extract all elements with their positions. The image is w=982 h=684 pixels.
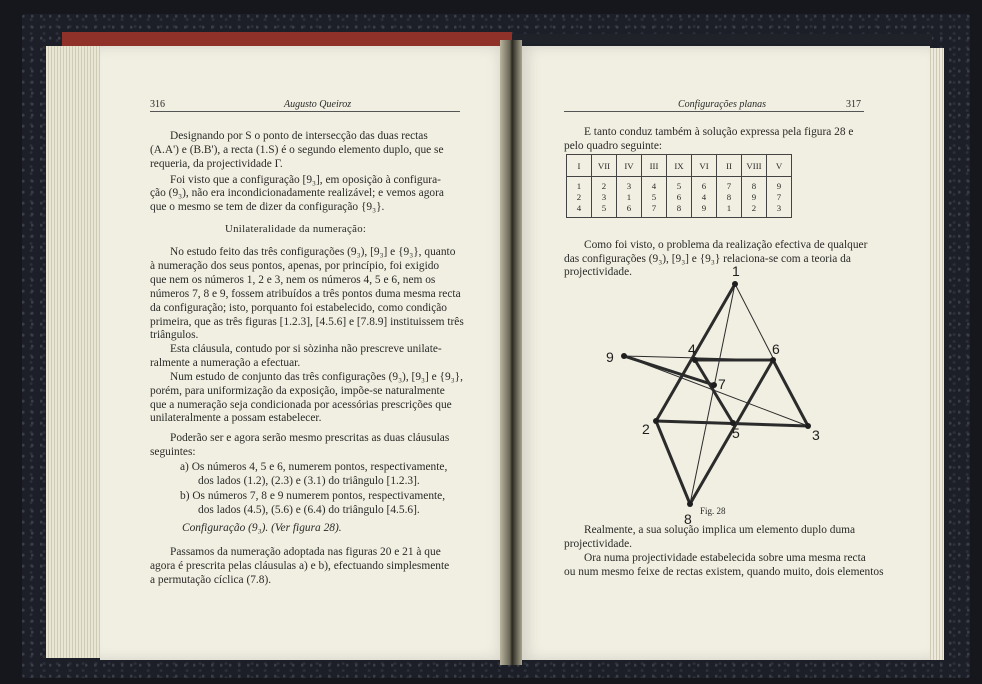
point-6 bbox=[770, 357, 776, 363]
table-header: VIII bbox=[742, 155, 767, 177]
text-line: da configuração; isto, porquanto foi estabelecido, como condição bbox=[150, 302, 448, 314]
text-line: Num estudo de conjunto das três configurações (9₃), [9₃] e {9₃}, bbox=[170, 371, 463, 383]
table-header: I bbox=[567, 155, 592, 177]
text-line: Passamos da numeração adoptada nas figuras 20 e 21 à que bbox=[170, 546, 441, 558]
text-line: No estudo feito das três configurações (9₃), [9₃] e {9₃}, quanto bbox=[170, 246, 456, 258]
page-edge-dark bbox=[512, 34, 932, 44]
text-line: E tanto conduz também à solução expressa pela figura 28 e bbox=[584, 126, 854, 138]
clause-b: b) Os números 7, 8 e 9 numerem pontos, respectivamente, bbox=[180, 490, 446, 502]
point-label: 7 bbox=[718, 376, 726, 392]
text-line: Poderão ser e agora serão mesmo prescritas as duas cláusulas bbox=[170, 432, 450, 444]
numbering-table bbox=[566, 154, 792, 218]
table-cell: 4 5 7 bbox=[642, 177, 667, 218]
text-line: ção (9₃), não era incondicionadamente realizável; e vemos agora bbox=[150, 187, 444, 199]
right-page bbox=[518, 46, 930, 660]
text-line: projectividade. bbox=[564, 266, 632, 278]
text-line: Realmente, a sua solução implica um elemento duplo duma bbox=[584, 524, 856, 536]
clause-a: a) Os números 4, 5 e 6, numerem pontos, respectivamente, bbox=[180, 461, 448, 473]
left-page bbox=[100, 46, 510, 660]
text-line: Foi visto que a configuração [9₃], em oposição à configura- bbox=[170, 174, 441, 186]
page-number: 317 bbox=[846, 99, 861, 110]
point-4 bbox=[692, 357, 698, 363]
page-stack-left bbox=[46, 46, 102, 658]
point-7 bbox=[711, 382, 717, 388]
text-line: requeria, da projectividade Γ. bbox=[150, 158, 283, 170]
point-label: 6 bbox=[772, 341, 780, 357]
text-line: agora é prescrita pelas cláusulas a) e b), efectuando simplesmente bbox=[150, 560, 450, 572]
table-cell: 8 9 2 bbox=[742, 177, 767, 218]
table-header: VI bbox=[692, 155, 717, 177]
text-line: Designando por S o ponto de intersecção das duas rectas bbox=[170, 130, 428, 142]
table-header: IX bbox=[667, 155, 692, 177]
table-header-row bbox=[567, 155, 792, 177]
running-head: Configurações planas bbox=[678, 99, 767, 110]
table-header: III bbox=[642, 155, 667, 177]
point-3 bbox=[805, 423, 811, 429]
table-cell: 1 2 4 bbox=[567, 177, 592, 218]
text-line: primeira, que as três figuras [1.2.3], [4.5.6] e [7.8.9] instituissem três bbox=[150, 316, 464, 328]
table-cell: 6 4 9 bbox=[692, 177, 717, 218]
text-line: que o mesmo se tem de dizer da configuração {9₃}. bbox=[150, 201, 385, 213]
text-line: Ora numa projectividade estabelecida sobre uma mesma recta bbox=[584, 552, 866, 564]
point-label: 9 bbox=[606, 349, 614, 365]
text-line: Esta cláusula, contudo por si sòzinha não prescreve unilate- bbox=[170, 343, 442, 355]
table-header: VII bbox=[592, 155, 617, 177]
point-label: 2 bbox=[642, 421, 650, 437]
table-cell: 9 7 3 bbox=[767, 177, 792, 218]
table-cell: 5 6 8 bbox=[667, 177, 692, 218]
page-stack-right bbox=[928, 48, 944, 660]
page-number: 316 bbox=[150, 99, 165, 110]
table-cell: 7 8 1 bbox=[717, 177, 742, 218]
text-line: ralmente a numeração a efectuar. bbox=[150, 357, 301, 369]
text-line: que nem os números 1, 2 e 3, nem os números 4, 5 e 6, nem os bbox=[150, 274, 436, 286]
table-body-row bbox=[567, 177, 792, 218]
figure-caption: Fig. 28 bbox=[700, 506, 726, 516]
book-gutter bbox=[500, 40, 522, 665]
table-header: II bbox=[717, 155, 742, 177]
text-line: à numeração dos seus pontos, apenas, por princípio, foi exigido bbox=[150, 260, 440, 272]
text-line: ou num mesmo feixe de rectas existem, quando muito, dois elementos bbox=[564, 566, 884, 578]
point-2 bbox=[653, 418, 659, 424]
page-edge-red bbox=[62, 32, 512, 46]
text-line: (A.A') e (B.B'), a recta (1.S) é o segundo elemento duplo, que se bbox=[150, 144, 444, 156]
text-line: que a numeração seja condicionada por acessórias prescrições que bbox=[150, 399, 452, 411]
text-line: números 7, 8 e 9, fossem atribuídos a três pontos duma mesma recta bbox=[150, 288, 461, 300]
text-line: triângulos. bbox=[150, 329, 199, 341]
text-line: das configurações (9₃), [9₃] e {9₃} relaciona-se com a teoria da bbox=[564, 253, 851, 265]
table-header: IV bbox=[617, 155, 642, 177]
table-cell: 2 3 5 bbox=[592, 177, 617, 218]
text-line: dos lados (1.2), (2.3) e (3.1) do triângulo [1.2.3]. bbox=[198, 475, 420, 487]
table-header: V bbox=[767, 155, 792, 177]
point-label: 1 bbox=[732, 263, 740, 279]
point-label: 8 bbox=[684, 511, 692, 527]
point-1 bbox=[732, 281, 738, 287]
table-cell: 3 1 6 bbox=[617, 177, 642, 218]
text-line: pelo quadro seguinte: bbox=[564, 140, 663, 152]
text-line: projectividade. bbox=[564, 538, 632, 550]
point-label: 5 bbox=[732, 425, 740, 441]
text-line: porém, para uniformização da exposição, impõe-se naturalmente bbox=[150, 385, 445, 397]
point-8 bbox=[687, 501, 693, 507]
section-heading: Unilateralidade da numeração: bbox=[225, 223, 367, 235]
header-rule bbox=[150, 111, 460, 112]
point-label: 3 bbox=[812, 427, 820, 443]
subsection-heading: Configuração (9₃). (Ver figura 28). bbox=[182, 522, 342, 534]
text-line: seguintes: bbox=[150, 446, 196, 458]
header-rule bbox=[564, 111, 864, 112]
point-9 bbox=[621, 353, 627, 359]
running-head: Augusto Queiroz bbox=[284, 99, 352, 110]
text-line: a permutação cíclica (7.8). bbox=[150, 574, 272, 586]
text-line: Como foi visto, o problema da realização efectiva de qualquer bbox=[584, 239, 868, 251]
text-line: unilateralmente a possam estabelecer. bbox=[150, 412, 322, 424]
text-line: dos lados (4.5), (5.6) e (6.4) do triângulo [4.5.6]. bbox=[198, 504, 420, 516]
point-label: 4 bbox=[688, 341, 696, 357]
